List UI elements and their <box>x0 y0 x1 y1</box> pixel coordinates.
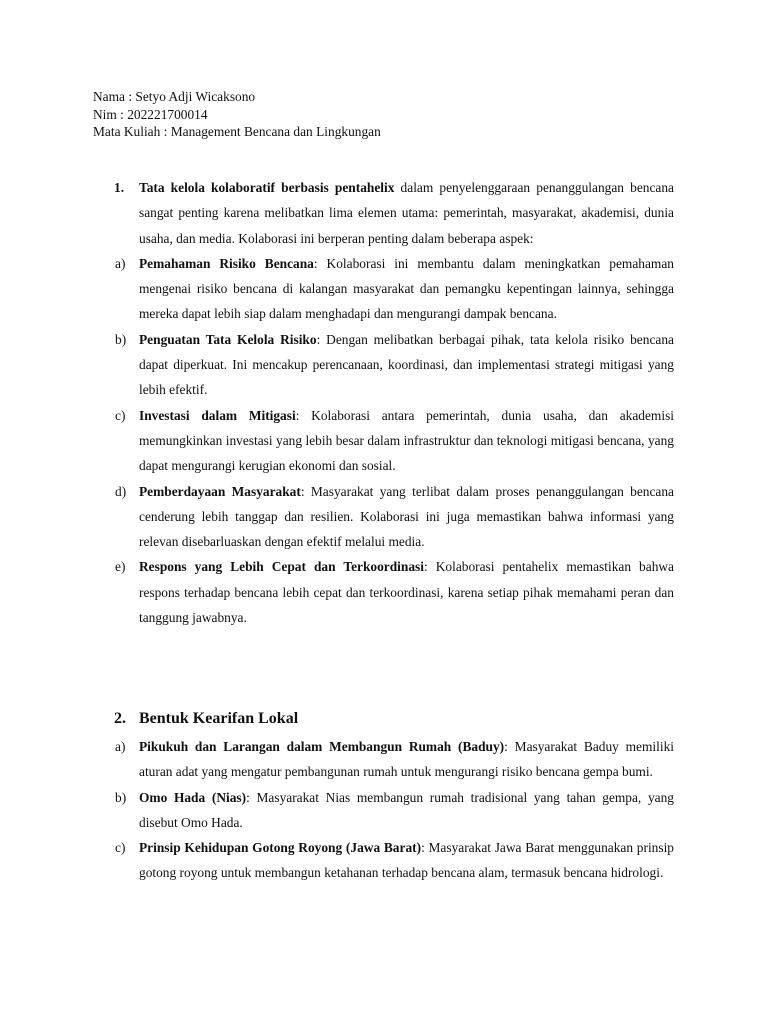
student-nim: Nim : 202221700014 <box>93 106 208 122</box>
item-text: : Masyarakat Nias membangun rumah tradisional yang tahan gempa, yang disebut Omo Hada. <box>139 789 674 830</box>
item-text: : Kolaborasi pentahelix memastikan bahwa respons terhadap bencana lebih cepat dan terkoordinasi, karena setiap pihak memahami peran dan tanggung jawabnya. <box>139 559 675 626</box>
section-2-item-b <box>0 785 674 836</box>
item-title: Investasi dalam Mitigasi <box>139 407 296 423</box>
section-2-item-c <box>0 835 674 886</box>
item-title: Respons yang Lebih Cepat dan Terkoordinasi <box>139 559 424 575</box>
item-title: Prinsip Kehidupan Gotong Royong (Jawa Barat) <box>139 840 422 856</box>
list-marker: e) <box>115 559 126 575</box>
item-title: Penguatan Tata Kelola Risiko <box>139 331 317 347</box>
list-marker: c) <box>115 840 126 856</box>
section-1-item-b <box>0 327 674 403</box>
section-1-item-e <box>0 554 674 630</box>
section-2-number: 2. <box>114 710 126 727</box>
student-info <box>93 88 381 141</box>
list-marker: a) <box>115 739 126 754</box>
section-1-item-c <box>0 403 674 479</box>
item-title: Pikukuh dan Larangan dalam Membangun Rumah (Baduy) <box>139 739 505 754</box>
item-text: : Masyarakat yang terlibat dalam proses penanggulangan bencana cenderung lebih tanggap dan resilien. Kolaborasi ini juga memastikan bahwa informasi yang relevan disebarluaskan dengan efektif melalui media. <box>139 483 674 550</box>
section-2 <box>0 706 768 886</box>
section-1 <box>0 175 768 630</box>
section-1-intro <box>0 175 674 251</box>
section-2-title: Bentuk Kearifan Lokal <box>139 710 299 727</box>
course-name: Mata Kuliah : Management Bencana dan Lingkungan <box>93 124 381 139</box>
item-title: Pemberdayaan Masyarakat <box>139 483 301 499</box>
section-1-item-a <box>0 251 674 327</box>
item-text: : Dengan melibatkan berbagai pihak, tata kelola risiko bencana dapat diperkuat. Ini mencakup perencanaan, koordinasi, dan implementasi strategi mitigasi yang lebih efektif. <box>139 331 674 398</box>
list-marker: d) <box>115 483 127 499</box>
list-marker: c) <box>115 407 126 423</box>
item-title: Pemahaman Risiko Bencana <box>139 255 314 271</box>
item-text: : Kolaborasi antara pemerintah, dunia usaha, dan akademisi memungkinkan investasi yang lebih besar dalam infrastruktur dan teknologi mitigasi bencana, yang dapat mengurangi kerugian ekonomi dan sosial. <box>139 407 674 474</box>
student-name: Nama : Setyo Adji Wicaksono <box>93 89 256 104</box>
list-marker: a) <box>115 255 126 271</box>
item-text: : Masyarakat Baduy memiliki aturan adat yang mengatur pembangunan rumah untuk mengurangi risiko bencana gempa bumi. <box>139 739 674 780</box>
section-1-title: Tata kelola kolaboratif berbasis pentahelix <box>139 180 395 195</box>
list-marker: b) <box>115 789 127 805</box>
item-text: : Masyarakat Jawa Barat menggunakan prinsip gotong royong untuk membangun ketahanan terhadap bencana alam, termasuk bencana hidrologi. <box>139 840 674 881</box>
section-2-item-a <box>0 734 674 785</box>
section-2-heading <box>0 708 674 730</box>
section-1-number: 1. <box>114 180 125 195</box>
item-text: : Kolaborasi ini membantu dalam meningkatkan pemahaman mengenai risiko bencana di kalangan masyarakat dan pemangku kepentingan lainnya, sehingga mereka dapat lebih siap dalam menghadapi dan mengurangi dampak bencana. <box>139 255 674 322</box>
section-1-item-d <box>0 479 674 555</box>
item-title: Omo Hada (Nias) <box>139 789 247 805</box>
list-marker: b) <box>115 331 127 347</box>
section-1-intro-text: dalam penyelenggaraan penanggulangan bencana sangat penting karena melibatkan lima elemen utama: pemerintah, masyarakat, akademisi, dunia usaha, dan media. Kolaborasi ini berperan penting dalam beberapa aspek: <box>139 180 674 246</box>
